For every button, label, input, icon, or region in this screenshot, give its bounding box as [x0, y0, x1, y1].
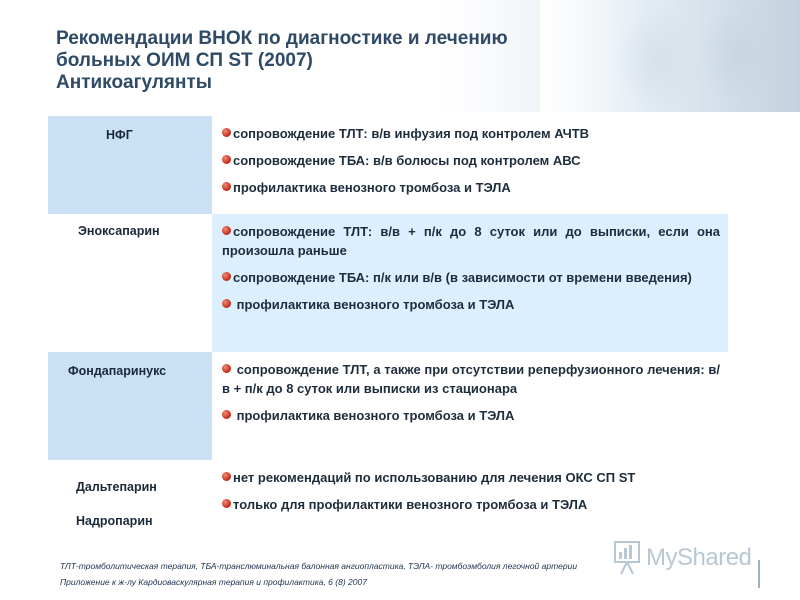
list-item: [222, 178, 720, 197]
drug-name: Фондапаринукс: [68, 364, 167, 378]
bullet-icon: [222, 155, 231, 164]
list-item-text: сопровождение ТЛТ: в/в + п/к до 8 суток или до выписки, если она произошла раньше: [222, 224, 720, 258]
list-item-text: только для профилактики венозного тромбоза и ТЭЛА: [233, 497, 588, 512]
footnotes: [60, 558, 700, 590]
list-item: [222, 360, 720, 398]
bullet-icon: [222, 299, 231, 308]
table-row: [48, 352, 728, 460]
recommendation-cell: [212, 116, 728, 214]
bullet-icon: [222, 182, 231, 191]
drug-name: Надропарин: [76, 514, 153, 528]
bullet-icon: [222, 272, 231, 281]
list-item-text: сопровождение ТБА: в/в болюсы под контролем АВС: [233, 153, 581, 168]
title-line-3: Антикоагулянты: [56, 72, 213, 93]
drug-name: НФГ: [106, 128, 133, 142]
bullet-icon: [222, 472, 231, 481]
bullet-icon: [222, 499, 231, 508]
drug-cell: [48, 460, 212, 538]
bullet-icon: [222, 364, 231, 373]
list-item: [222, 406, 720, 425]
presentation-icon: [612, 540, 642, 576]
bullet-icon: [222, 226, 231, 235]
logo-text: MyShared: [646, 544, 752, 571]
page-title: [56, 28, 616, 94]
list-item-text: сопровождение ТБА: п/к или в/в (в зависимости от времени введения): [233, 270, 692, 285]
drug-cell: [48, 214, 212, 352]
list-item: [222, 495, 720, 514]
table-row: [48, 116, 728, 214]
list-item-text: сопровождение ТЛТ: в/в инфузия под контролем АЧТВ: [233, 126, 590, 141]
title-line-2: больных ОИМ СП ST (2007): [56, 50, 313, 71]
list-item-text: сопровождение ТЛТ, а также при отсутствии реперфузионного лечения: в/в + п/к до 8 суток или выписки из стационара: [222, 362, 720, 396]
list-item: [222, 124, 720, 143]
recommendation-cell: [212, 214, 728, 352]
anticoagulant-table: [48, 116, 728, 538]
drug-cell: [48, 116, 212, 214]
list-item-text: нет рекомендаций по использованию для лечения ОКС СП ST: [233, 470, 636, 485]
divider: [758, 560, 760, 588]
left-band: [0, 112, 48, 600]
footnote-source: Приложение к ж-лу Кардиоваскулярная терапия и профилактика, 6 (8) 2007: [60, 577, 367, 587]
watermark-logo: [612, 536, 772, 580]
list-item: [222, 295, 720, 314]
list-item: [222, 222, 720, 260]
list-item-text: профилактика венозного тромбоза и ТЭЛА: [233, 408, 515, 423]
bullet-icon: [222, 410, 231, 419]
table-row: [48, 460, 728, 538]
title-line-1: Рекомендации ВНОК по диагностике и лечению: [56, 28, 508, 49]
bullet-icon: [222, 128, 231, 137]
list-item: [222, 468, 720, 487]
drug-cell: [48, 352, 212, 460]
list-item-text: профилактика венозного тромбоза и ТЭЛА: [233, 180, 511, 195]
recommendation-cell: [212, 460, 728, 538]
recommendation-cell: [212, 352, 728, 460]
drug-name: Эноксапарин: [78, 224, 160, 238]
drug-name: Дальтепарин: [76, 480, 157, 494]
list-item: [222, 268, 720, 287]
footnote-abbreviations: ТЛТ-тромболитическая терапия, ТБА-транслюминальная балонная ангиопластика, ТЭЛА- тромбоэмболия легочной артерии: [60, 561, 578, 571]
list-item-text: профилактика венозного тромбоза и ТЭЛА: [233, 297, 515, 312]
table-row: [48, 214, 728, 352]
list-item: [222, 151, 720, 170]
